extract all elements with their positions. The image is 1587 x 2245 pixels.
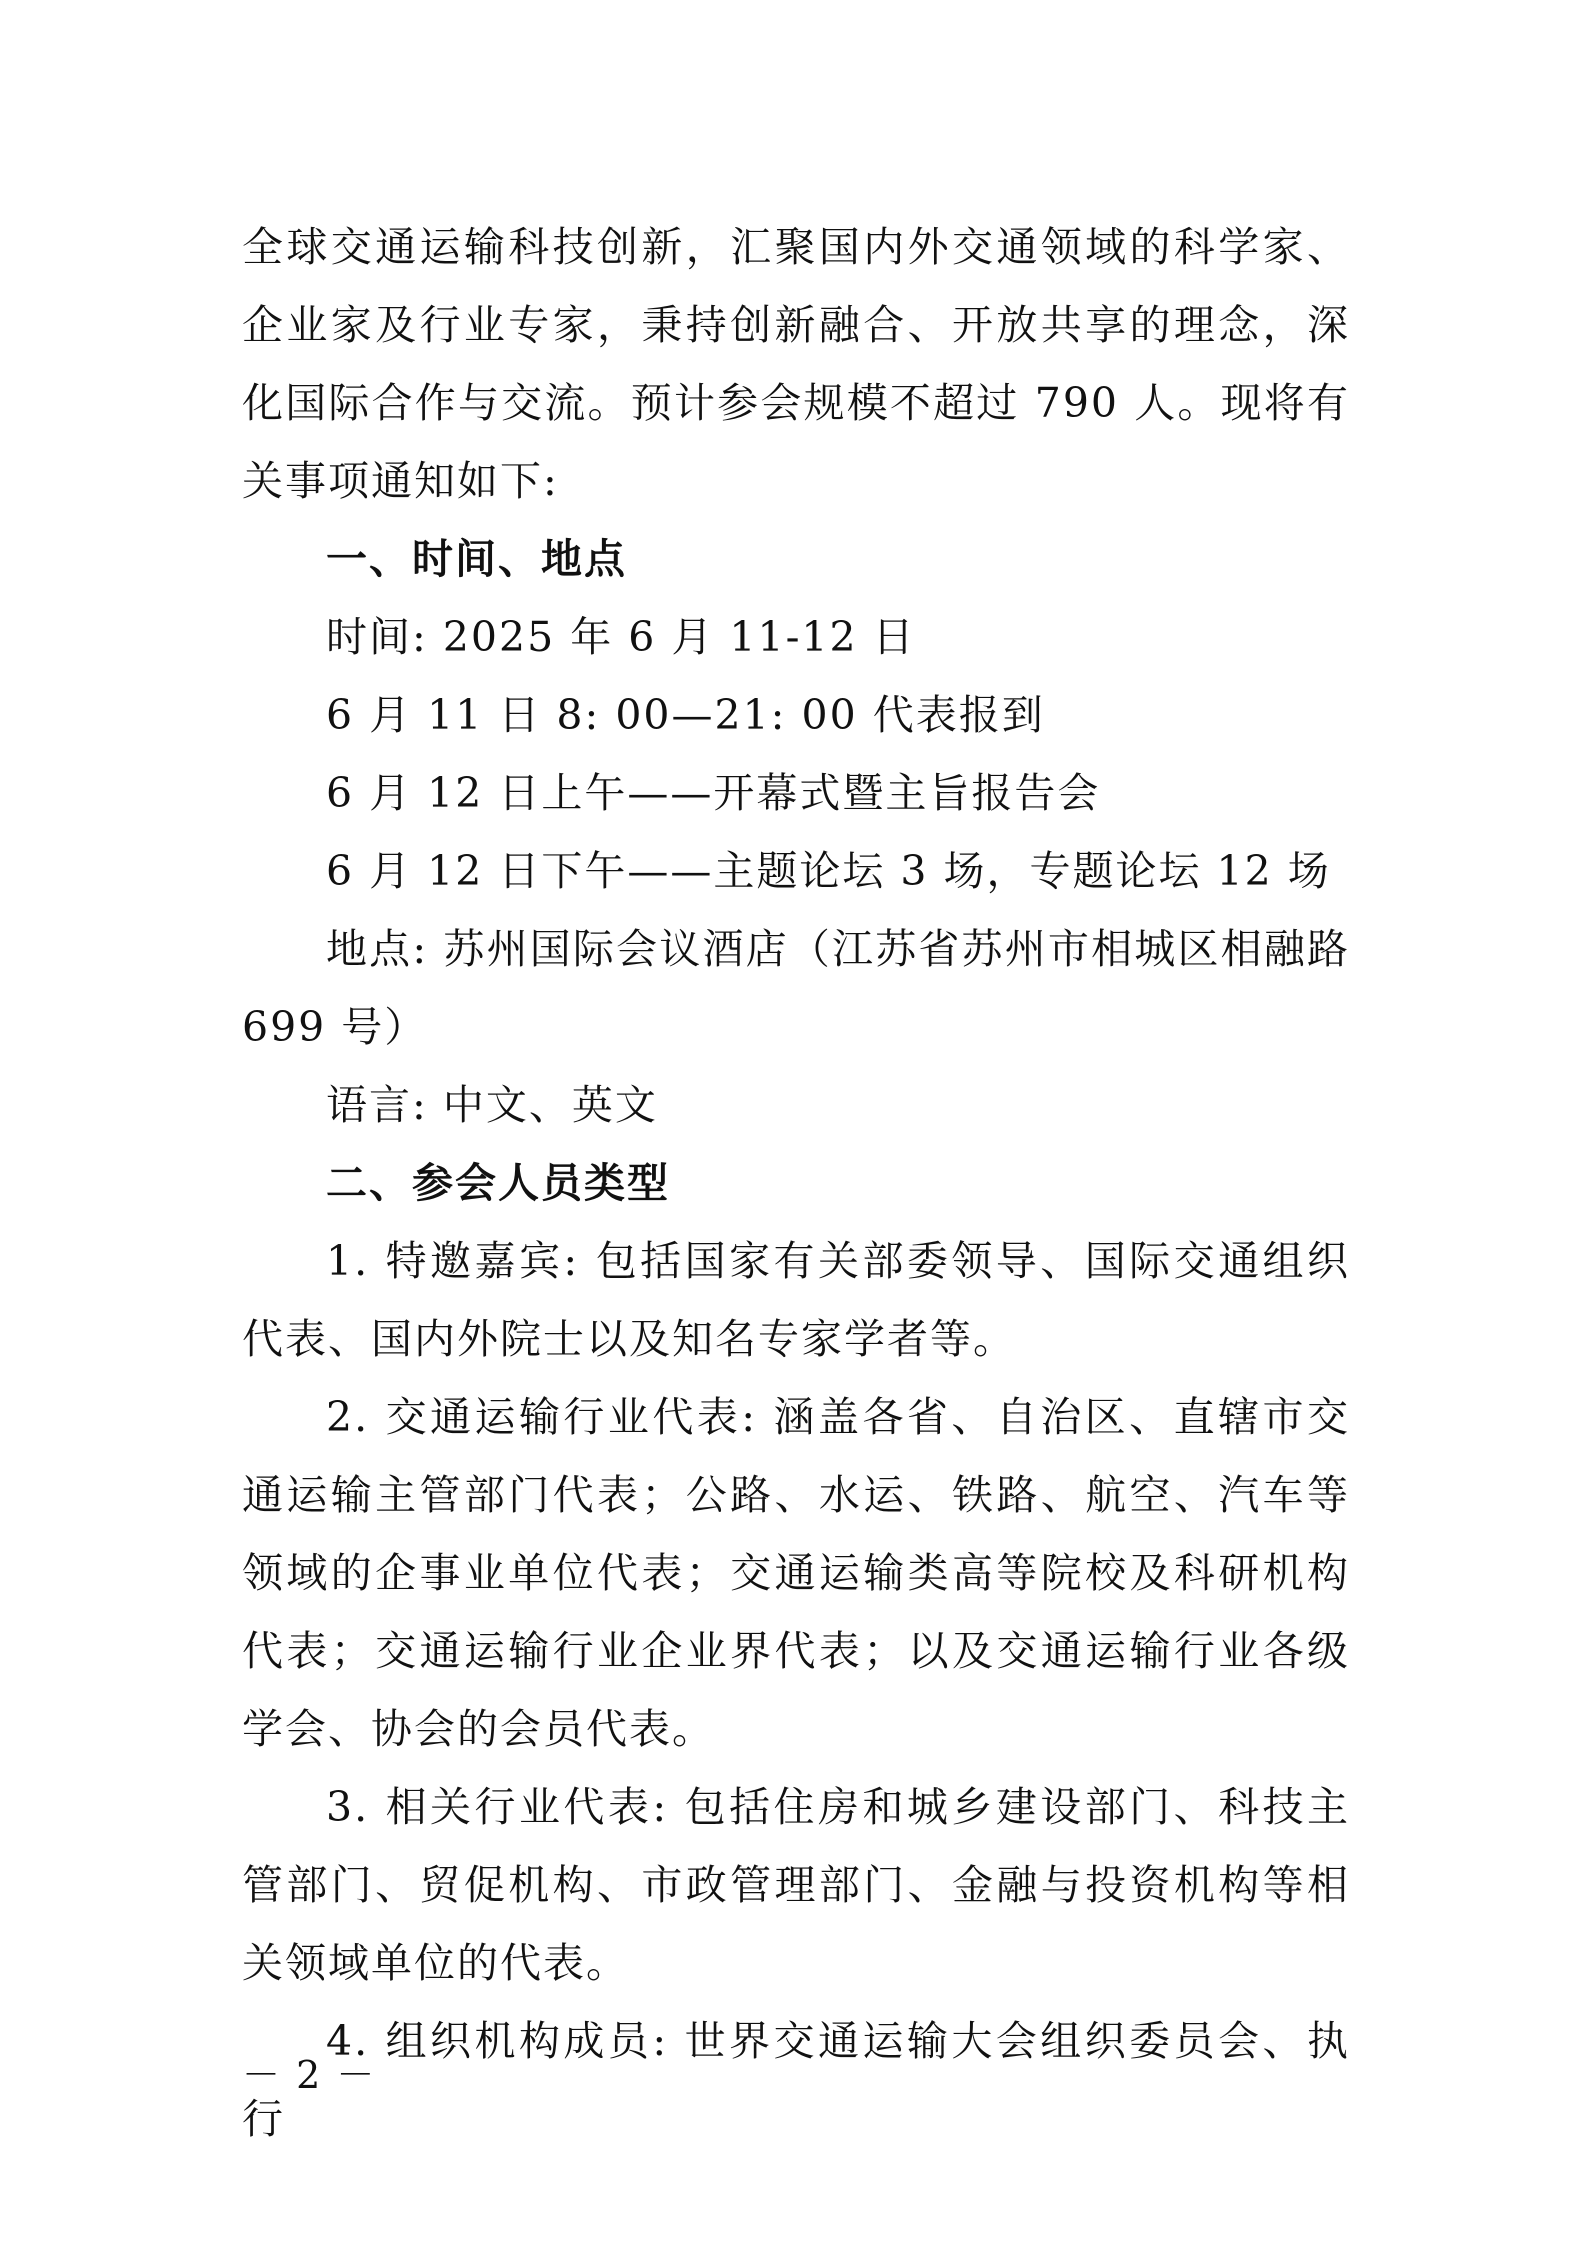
section-heading-time-place: 一、时间、地点 <box>326 535 627 583</box>
document-body <box>242 208 1350 2158</box>
paragraph-organizers: 4. 组织机构成员: 世界交通运输大会组织委员会、执行 <box>242 2017 1350 2143</box>
paragraph-location: 地点: 苏州国际会议酒店（江苏省苏州市相城区相融路 699 号） <box>242 925 1350 1051</box>
paragraph-forums: 6 月 12 日下午——主题论坛 3 场，专题论坛 12 场 <box>326 847 1331 895</box>
paragraph-related-reps: 3. 相关行业代表: 包括住房和城乡建设部门、科技主管部门、贸促机构、市政管理部门、金融与投资机构等相关领域单位的代表。 <box>242 1783 1350 1987</box>
paragraph-industry-reps: 2. 交通运输行业代表: 涵盖各省、自治区、直辖市交通运输主管部门代表；公路、水运、铁路、航空、汽车等领域的企事业单位代表；交通运输类高等院校及科研机构代表；交通运输行业企业界代表；以及交通运输行业各级学会、协会的会员代表。 <box>242 1393 1350 1753</box>
paragraph-special-guests: 1. 特邀嘉宾: 包括国家有关部委领导、国际交通组织代表、国内外院士以及知名专家学者等。 <box>242 1237 1350 1363</box>
paragraph-registration: 6 月 11 日 8: 00—21: 00 代表报到 <box>326 691 1045 739</box>
paragraph-language: 语言: 中文、英文 <box>326 1081 658 1129</box>
paragraph-time: 时间: 2025 年 6 月 11-12 日 <box>326 613 916 661</box>
section-heading-participants: 二、参会人员类型 <box>326 1159 670 1207</box>
paragraph-intro-continued: 全球交通运输科技创新，汇聚国内外交通领域的科学家、企业家及行业专家，秉持创新融合、开放共享的理念，深化国际合作与交流。预计参会规模不超过 790 人。现将有关事项通知如下: <box>242 223 1350 505</box>
page-number: － 2 － <box>242 2053 377 2097</box>
paragraph-opening: 6 月 12 日上午——开幕式暨主旨报告会 <box>326 769 1101 817</box>
